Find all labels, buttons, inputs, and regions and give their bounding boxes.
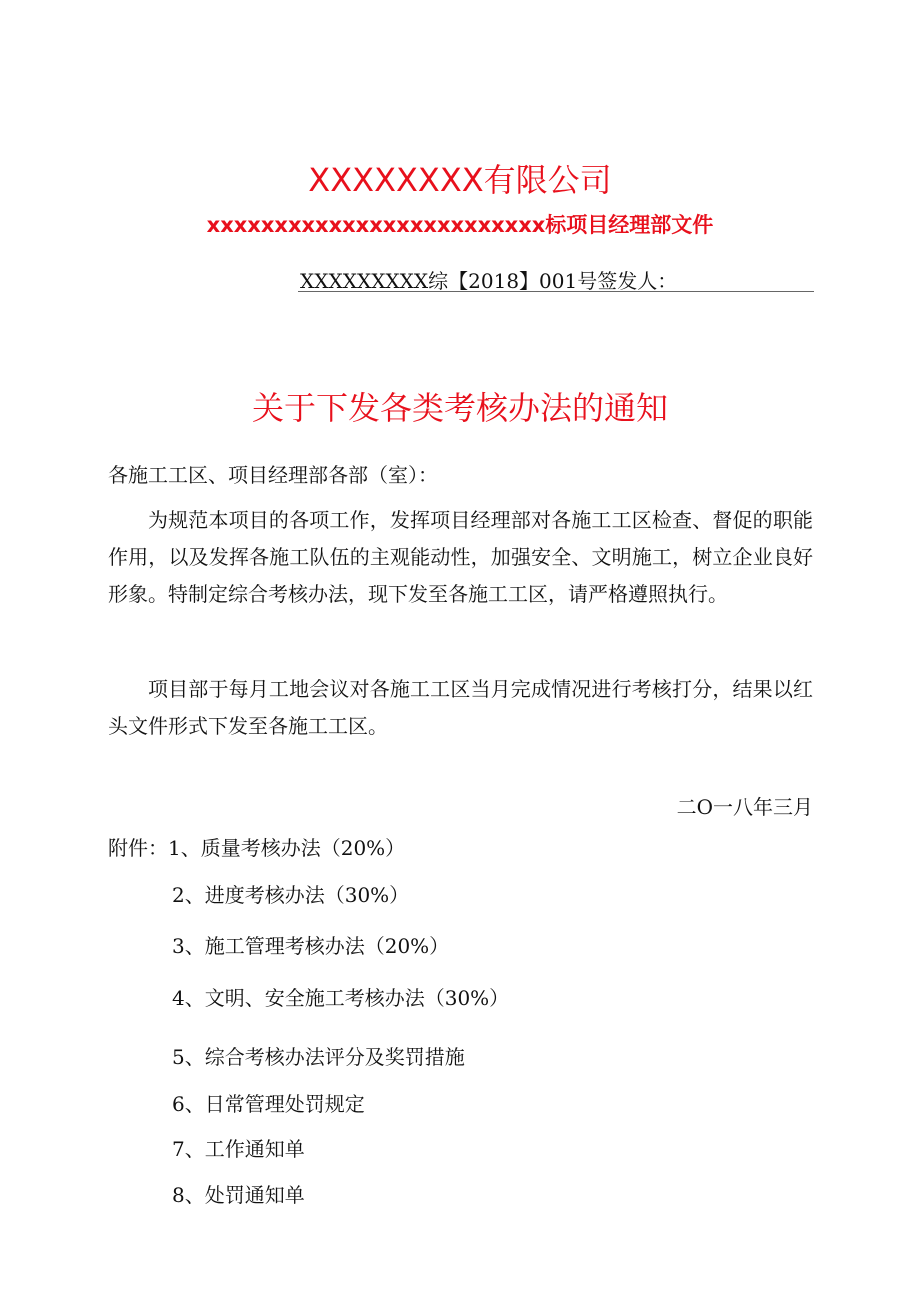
notice-title: 关于下发各类考核办法的通知 [251, 389, 668, 427]
body-paragraph: 为规范本项目的各项工作，发挥项目经理部对各施工工区检查、督促的职能作用，以及发挥各施工队伍的主观能动性，加强安全、文明施工，树立企业良好形象。特制定综合考核办法，现下发至各施工工区，请严格遵照执行。 [108, 508, 813, 606]
issue-date: 二O一八年三月 [676, 795, 813, 819]
body-paragraph: 项目部于每月工地会议对各施工工区当月完成情况进行考核打分，结果以红头文件形式下发至各施工工区。 [108, 677, 813, 738]
attachment-item: 4、文明、安全施工考核办法（30%） [172, 986, 510, 1010]
attachment-item: 1、质量考核办法（20%） [168, 836, 406, 860]
attachments-label: 附件： [108, 836, 168, 860]
header-divider [298, 291, 814, 292]
department-subheader: xxxxxxxxxxxxxxxxxxxxxxxxx标项目经理部文件 [206, 213, 714, 237]
salutation: 各施工工区、项目经理部各部（室）： [108, 463, 438, 487]
attachment-item: 8、处罚通知单 [172, 1183, 305, 1207]
attachment-item: 3、施工管理考核办法（20%） [172, 934, 450, 958]
attachment-item: 5、综合考核办法评分及奖罚措施 [172, 1045, 465, 1069]
attachment-item: 7、工作通知单 [172, 1137, 305, 1161]
attachment-item: 6、日常管理处罚规定 [172, 1092, 365, 1116]
attachment-item: 2、进度考核办法（30%） [172, 883, 410, 907]
document-number: XXXXXXXXX综【2018】001号签发人： [300, 269, 678, 293]
company-name: XXXXXXXX有限公司 [308, 161, 612, 199]
